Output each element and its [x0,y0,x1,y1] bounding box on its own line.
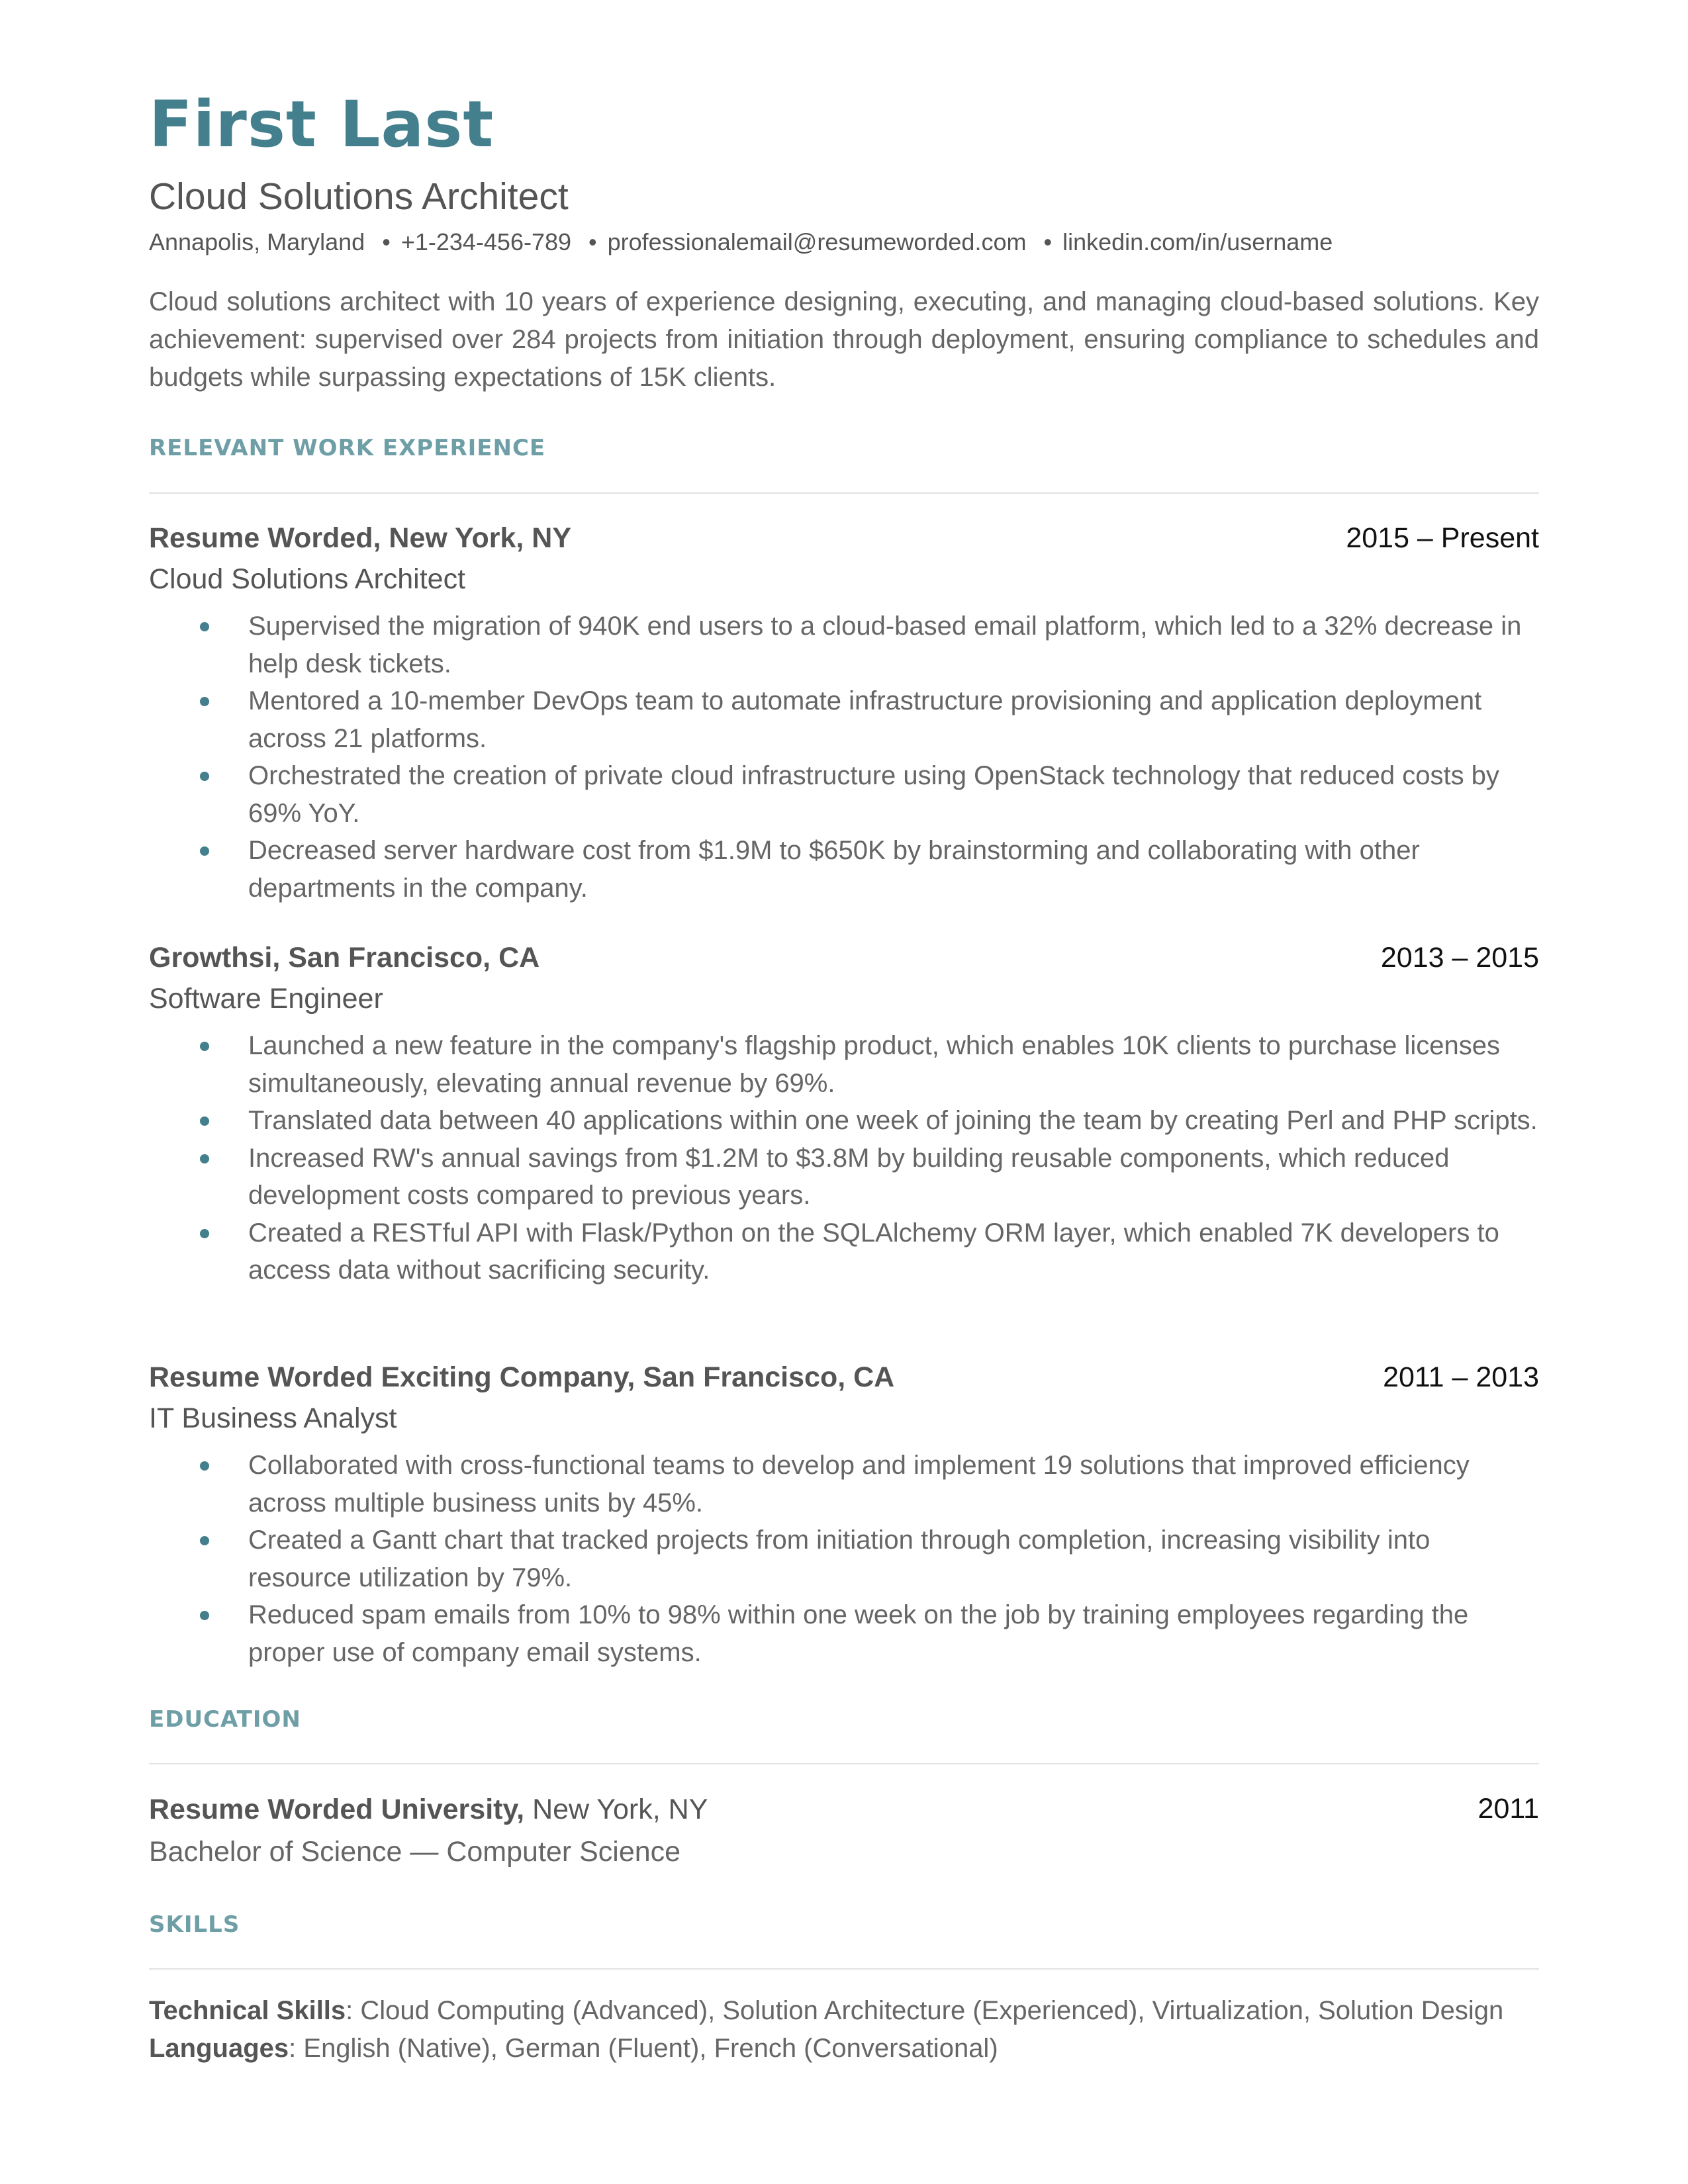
section-title-education: EDUCATION [149,1706,301,1733]
bullet-dot-icon [200,1229,209,1238]
job-bullet-list [149,608,1539,907]
education-entry [149,1788,1539,1873]
job-company: Growthsi, San Francisco, CA [149,942,540,974]
job-role: IT Business Analyst [149,1402,397,1434]
contact-separator: • [1043,228,1053,255]
section-divider [149,1968,1539,1970]
bullet-dot-icon [200,622,209,631]
skills-block [149,1992,1539,2068]
candidate-name: First Last [149,87,494,161]
bullet-dot-icon [200,1116,209,1126]
job-role: Software Engineer [149,983,383,1015]
contact-separator: • [588,228,597,255]
job-bullet-text: Mentored a 10-member DevOps team to automate infrastructure provisioning and application deployment across 21 platforms. [248,686,1482,753]
contact-location: Annapolis, Maryland [149,228,365,255]
job-header [149,518,1539,559]
candidate-headline: Cloud Solutions Architect [149,175,569,218]
education-school: Resume Worded University, [149,1794,525,1825]
job-dates: 2015 – Present [1346,522,1539,554]
job-dates: 2011 – 2013 [1383,1361,1539,1393]
job-bullet [149,1027,1539,1102]
job-bullet-list [149,1447,1539,1671]
job-bullet [149,1596,1539,1671]
job-bullet [149,608,1539,682]
contact-phone: +1-234-456-789 [400,228,572,255]
job-bullet [149,1140,1539,1214]
bullet-dot-icon [200,697,209,706]
job-bullet [149,682,1539,757]
education-year: 2011 [1477,1793,1539,1825]
bullet-dot-icon [200,1611,209,1620]
skills-technical-line [149,1992,1539,2030]
job-role: Cloud Solutions Architect [149,563,466,595]
job-bullet-text: Decreased server hardware cost from $1.9M to $650K by brainstorming and collaborating with other departments in the company. [248,836,1420,903]
contact-email[interactable]: professionalemail@resumeworded.com [607,228,1027,255]
job-bullet [149,1447,1539,1522]
education-degree: Bachelor of Science — Computer Science [149,1836,681,1868]
job-bullet-text: Created a RESTful API with Flask/Python on the SQLAlchemy ORM layer, which enabled 7K developers to access data without sacrificing security. [248,1218,1499,1285]
job-entry [149,937,1539,1289]
bullet-dot-icon [200,772,209,781]
job-entry [149,518,1539,907]
job-bullet-text: Collaborated with cross-functional teams to develop and implement 19 solutions that improved efficiency across multiple business units by 45%. [248,1451,1470,1518]
education-school-line [149,1788,708,1831]
bullet-dot-icon [200,1536,209,1545]
job-dates: 2013 – 2015 [1380,942,1539,974]
education-location: New York, NY [524,1794,708,1825]
bullet-dot-icon [200,1042,209,1051]
job-bullet [149,1102,1539,1140]
job-bullet [149,1214,1539,1289]
job-bullet-text: Supervised the migration of 940K end users to a cloud-based email platform, which led to a 32% decrease in help desk tickets. [248,612,1522,678]
bullet-dot-icon [200,846,209,856]
job-company: Resume Worded, New York, NY [149,522,572,554]
skills-technical-value: : Cloud Computing (Advanced), Solution Architecture (Experienced), Virtualization, Solution Design [346,1996,1504,2025]
section-divider [149,492,1539,494]
section-divider [149,1763,1539,1764]
section-title-skills: SKILLS [149,1911,240,1938]
job-header [149,1357,1539,1398]
summary-paragraph: Cloud solutions architect with 10 years of experience designing, executing, and managing cloud-based solutions. Key achievement: supervised over 284 projects from initiation through deployment, ensuring compliance to schedules and budgets while surpassing expectations of 15K clients. [149,287,1539,392]
section-title-experience: RELEVANT WORK EXPERIENCE [149,435,546,461]
job-bullet [149,832,1539,907]
job-bullet-text: Launched a new feature in the company's flagship product, which enables 10K clients to purchase licenses simultaneously, elevating annual revenue by 69%. [248,1031,1501,1098]
contact-separator: • [382,228,391,255]
bullet-dot-icon [200,1154,209,1163]
skills-languages-line [149,2030,1539,2068]
job-header [149,937,1539,978]
job-bullet-text: Orchestrated the creation of private cloud infrastructure using OpenStack technology that reduced costs by 69% YoY. [248,761,1499,828]
contact-line [149,226,1333,258]
bullet-dot-icon [200,1461,209,1471]
job-bullet-text: Translated data between 40 applications within one week of joining the team by creating Perl and PHP scripts. [248,1106,1538,1135]
job-bullet-text: Created a Gantt chart that tracked projects from initiation through completion, increasing visibility into resource utilization by 79%. [248,1525,1430,1592]
job-bullet [149,1522,1539,1596]
job-bullet-list [149,1027,1539,1289]
job-bullet [149,757,1539,832]
job-bullet-text: Reduced spam emails from 10% to 98% within one week on the job by training employees regarding the proper use of company email systems. [248,1600,1469,1667]
contact-linkedin[interactable]: linkedin.com/in/username [1062,228,1333,255]
skills-technical-label: Technical Skills [149,1996,346,2025]
skills-languages-label: Languages [149,2034,289,2063]
skills-languages-value: : English (Native), German (Fluent), French (Conversational) [289,2034,998,2063]
job-bullet-text: Increased RW's annual savings from $1.2M to $3.8M by building reusable components, which reduced development costs compared to previous years. [248,1143,1450,1210]
education-header [149,1788,1539,1831]
job-company: Resume Worded Exciting Company, San Francisco, CA [149,1361,895,1393]
job-entry [149,1357,1539,1671]
